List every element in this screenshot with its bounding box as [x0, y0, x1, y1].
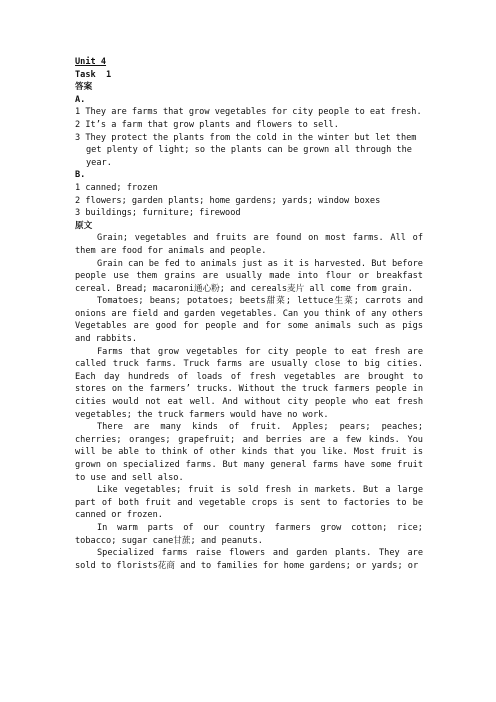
paragraph: Grain; vegetables and fruits are found on most farms. All of them are food for animals and people.	[75, 233, 429, 256]
answer-a-3: 3 They protect the plants from the cold in the winter but let them get plenty of light; so the plants can be grown all through the year.	[75, 132, 422, 168]
paragraph: Like vegetables; fruit is sold fresh in markets. But a large part of both fruit and vegetable crops is sent to factories to be canned or frozen.	[75, 485, 429, 521]
paragraph: There are many kinds of fruit. Apples; pears; peaches; cherries; oranges; grapefruit; and berries are a few kinds. You will be able to think of other kinds that you like. Most fruit is grown on specialized farms. But many general farms have some fruit to use and sell also.	[75, 422, 429, 483]
paragraph: Grain can be fed to animals just as it is harvested. But before people use them grains are usually made into flour or breakfast cereal. Bread; macaroni通心粉; and cereals麦片 all come from grain.	[75, 258, 429, 294]
answer-a-2: 2 It’s a farm that grow plants and flowers to sell.	[75, 119, 339, 130]
answers-heading: 答案	[75, 82, 93, 93]
unit-title: Unit 4	[75, 57, 107, 67]
answer-b-1: 1 canned; frozen	[75, 182, 158, 193]
document-page	[75, 56, 429, 572]
answer-b-3: 3 buildings; furniture; firewood	[75, 208, 241, 219]
task-title: Task 1	[75, 69, 112, 80]
answer-a-1: 1 They are farms that grow vegetables for city people to eat fresh.	[75, 107, 422, 118]
paragraph: In warm parts of our country farmers grow cotton; rice; tobacco; sugar cane甘蔗; and peanuts.	[75, 522, 429, 546]
paragraph: Farms that grow vegetables for city people to eat fresh are called truck farms. Truck farms are usually close to big cities. Each day hundreds of loads of fresh vegetables are brought to stores on the farmers’ trucks. Without the truck farmers people in cities would not eat well. And without city people who eat fresh vegetables; the truck farmers would have no work.	[75, 346, 429, 420]
section-b-label: B.	[75, 170, 86, 181]
section-a-label: A.	[75, 94, 86, 105]
original-text-heading: 原文	[75, 220, 93, 231]
paragraph: Specialized farms raise flowers and garden plants. They are sold to florists花商 and to families for home gardens; or yards; or	[75, 548, 429, 571]
answer-b-2: 2 flowers; garden plants; home gardens; yards; window boxes	[75, 195, 381, 206]
paragraph: Tomatoes; beans; potatoes; beets甜菜; lettuce生菜; carrots and onions are field and garden vegetables. Can you think of any others Vegetables are good for people and for some animals such as pigs and rabbits.	[75, 296, 429, 345]
